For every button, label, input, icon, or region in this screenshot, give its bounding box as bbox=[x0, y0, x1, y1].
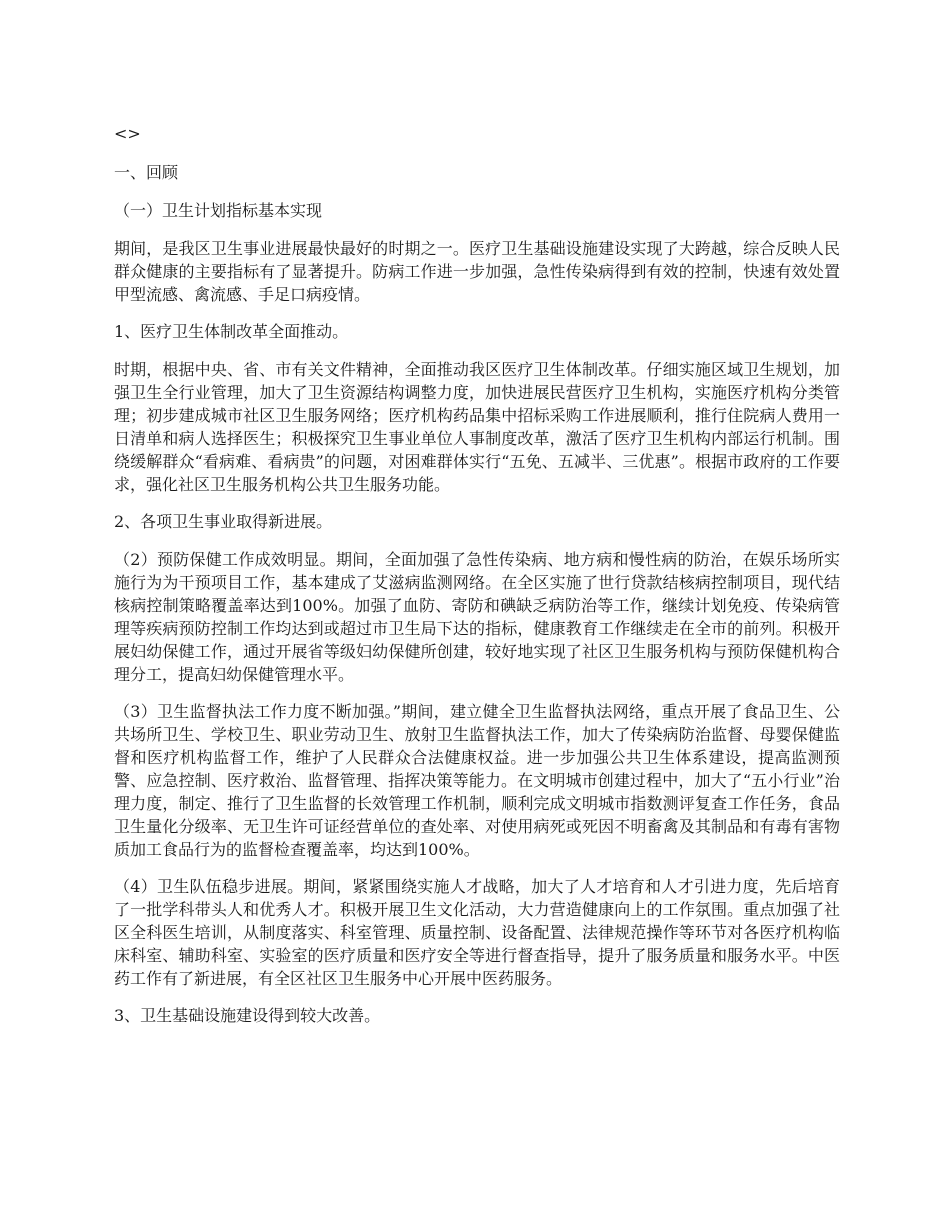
paragraph-overview: 期间，是我区卫生事业进展最快最好的时期之一。医疗卫生基础设施建设实现了大跨越，综合反映人民群众健康的主要指标有了显著提升。防病工作进一步加强，急性传染病得到有效的控制，快速有效处置甲型流感、禽流感、手足口病疫情。 bbox=[114, 239, 840, 304]
item-heading-new-progress: 2、各项卫生事业取得新进展。 bbox=[114, 512, 333, 531]
document-marker: <> bbox=[114, 124, 141, 143]
item-heading-system-reform: 1、医疗卫生体制改革全面推动。 bbox=[114, 322, 349, 341]
paragraph-system-reform: 时期，根据中央、省、市有关文件精神，全面推动我区医疗卫生体制改革。仔细实施区域卫生规划，加强卫生全行业管理，加大了卫生资源结构调整力度，加快进展民营医疗卫生机构，实施医疗机构分类管理；初步建成城市社区卫生服务网络；医疗机构药品集中招标采购工作进展顺利，推行住院病人费用一日清单和病人选择医生；积极探究卫生事业单位人事制度改革，激活了医疗卫生机构内部运行机制。围绕缓解群众“看病难、看病贵”的问题，对困难群体实行“五免、五减半、三优惠”。根据市政府的工作要求，强化社区卫生服务机构公共卫生服务功能。 bbox=[114, 360, 840, 494]
subsection-heading-plan-indicators: （一）卫生计划指标基本实现 bbox=[114, 201, 323, 220]
paragraph-prevention: （2）预防保健工作成效明显。期间，全面加强了急性传染病、地方病和慢性病的防治，在娱乐场所实施行为为干预项目工作，基本建成了艾滋病监测网络。在全区实施了世行贷款结核病控制项目，现代结核病控制策略覆盖率达到100%。加强了血防、寄防和碘缺乏病防治等工作，继续计划免疫、传染病管理等疾病预防控制工作均达到或超过市卫生局下达的指标，健康教育工作继续走在全市的前列。积极开展妇幼保健工作，通过开展省等级妇幼保健所创建，较好地实现了社区卫生服务机构与预防保健机构合理分工，提高妇幼保健管理水平。 bbox=[114, 550, 840, 684]
paragraph-workforce: （4）卫生队伍稳步进展。期间，紧紧围绕实施人才战略，加大了人才培育和人才引进力度，先后培育了一批学科带头人和优秀人才。积极开展卫生文化活动，大力营造健康向上的工作氛围。重点加强了社区全科医生培训，从制度落实、科室管理、质量控制、设备配置、法律规范操作等环节对各医疗机构临床科室、辅助科室、实验室的医疗质量和医疗安全等进行督查指导，提升了服务质量和服务水平。中医药工作有了新进展，有全区社区卫生服务中心开展中医药服务。 bbox=[114, 877, 840, 988]
paragraph-supervision: （3）卫生监督执法工作力度不断加强。”期间，建立健全卫生监督执法网络，重点开展了食品卫生、公共场所卫生、学校卫生、职业劳动卫生、放射卫生监督执法工作，加大了传染病防治监督、母婴保健监督和医疗机构监督工作，维护了人民群众合法健康权益。进一步加强公共卫生体系建设，提高监测预警、应急控制、医疗救治、监督管理、指挥决策等能力。在文明城市创建过程中，加大了“五小行业”治理力度，制定、推行了卫生监督的长效管理工作机制，顺利完成文明城市指数测评复查工作任务，食品卫生量化分级率、无卫生许可证经营单位的查处率、对使用病死或死因不明畜禽及其制品和有毒有害物质加工食品行为的监督检查覆盖率，均达到100%。 bbox=[114, 702, 840, 859]
section-heading-review: 一、回顾 bbox=[114, 163, 179, 182]
document-page bbox=[114, 122, 840, 1042]
item-heading-infrastructure: 3、卫生基础设施建设得到较大改善。 bbox=[114, 1006, 381, 1025]
